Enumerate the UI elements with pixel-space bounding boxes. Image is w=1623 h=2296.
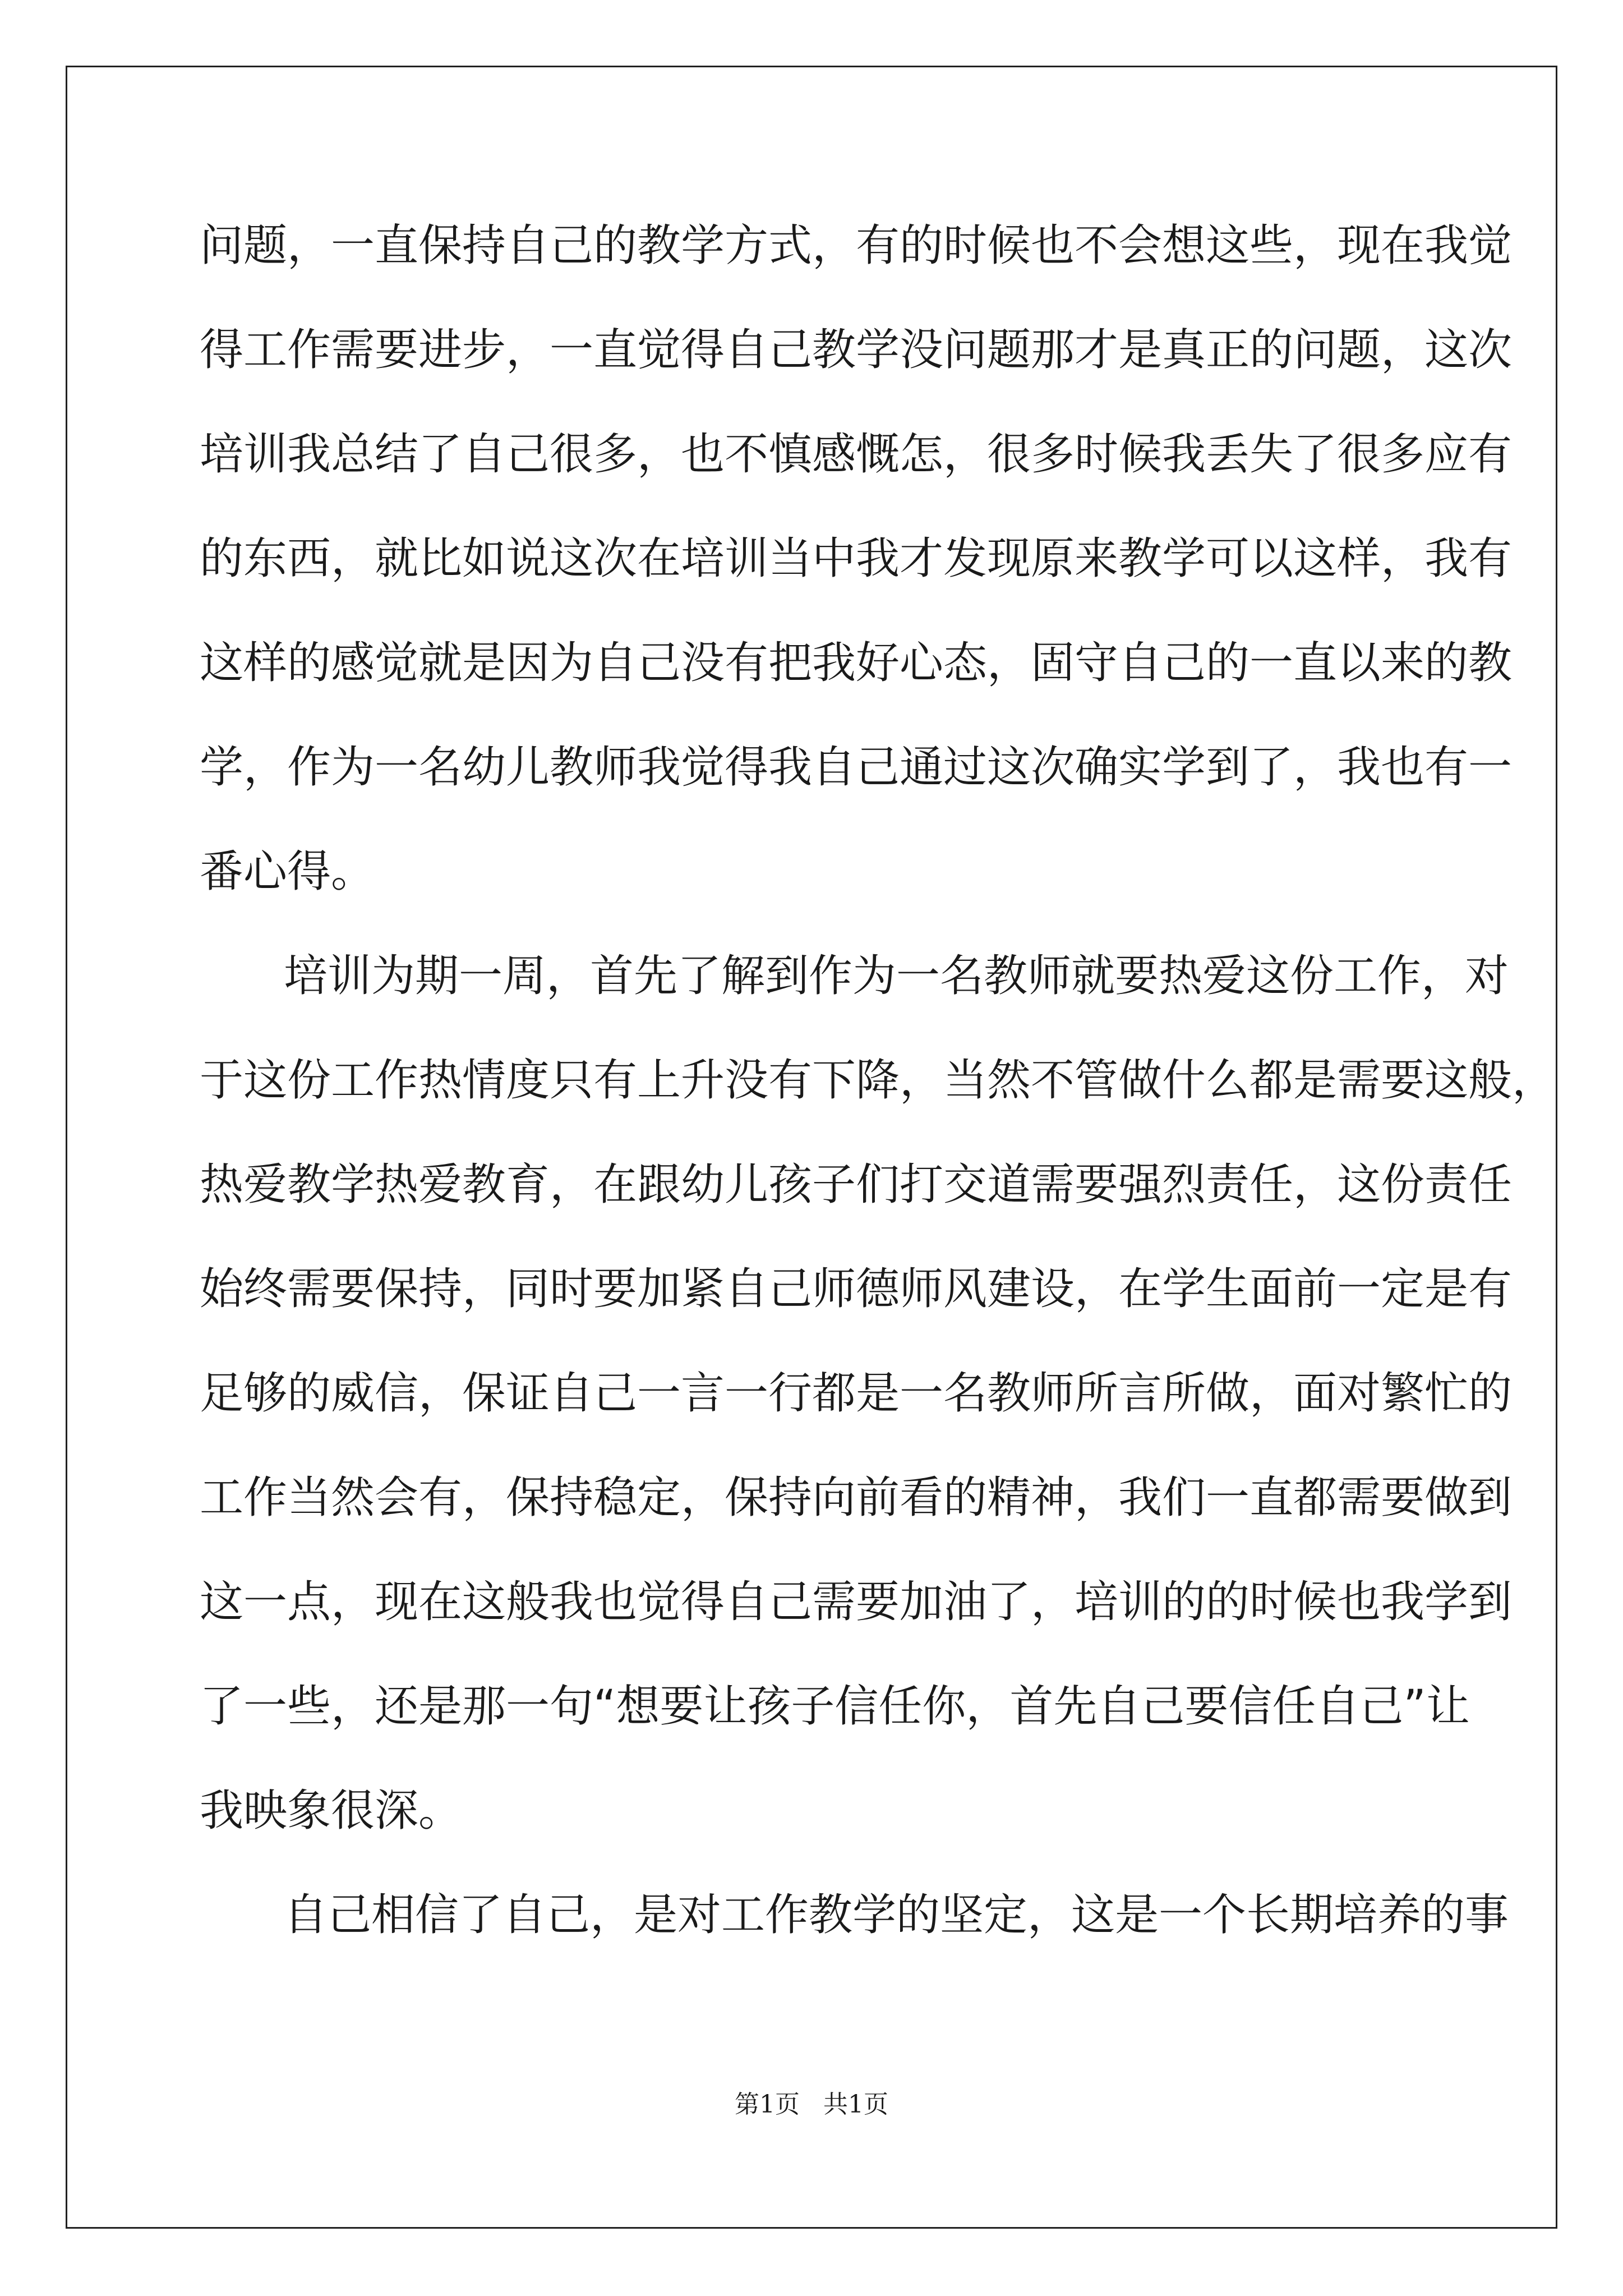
paragraph-2-line-4: 始终需要保持，同时要加紧自己师德师风建设，在学生面前一定是有 (200, 1264, 1513, 1314)
paragraph-2-line-2: 于这份工作热情度只有上升没有下降，当然不管做什么都是需要这般， (200, 1055, 1556, 1106)
paragraph-2-line-7: 这一点，现在这般我也觉得自己需要加油了，培训的的时候也我学到 (200, 1577, 1513, 1627)
page-footer (0, 2088, 1623, 2122)
page-number: 第1页 (735, 2090, 800, 2119)
paragraph-2-line-1: 培训为期一周，首先了解到作为一名教师就要热爱这份工作，对 (284, 951, 1509, 1001)
paragraph-1-line-6: 学，作为一名幼儿教师我觉得我自己通过这次确实学到了，我也有一 (200, 742, 1513, 793)
page-total: 共1页 (823, 2090, 888, 2119)
paragraph-1-line-2: 得工作需要进步，一直觉得自己教学没问题那才是真正的问题，这次 (200, 325, 1513, 375)
paragraph-2-line-3: 热爱教学热爱教育，在跟幼儿孩子们打交道需要强烈责任，这份责任 (200, 1159, 1513, 1210)
paragraph-1-line-7: 番心得。 (200, 846, 375, 897)
paragraph-2-line-8: 了一些，还是那一句“想要让孩子信任你，首先自己要信任自己”让 (200, 1681, 1470, 1732)
paragraph-1-line-5: 这样的感觉就是因为自己没有把我好心态，固守自己的一直以来的教 (200, 638, 1513, 688)
paragraph-3-line-1: 自己相信了自己，是对工作教学的坚定，这是一个长期培养的事 (284, 1890, 1509, 1940)
footer-spacer (800, 2090, 823, 2119)
paragraph-2-line-6: 工作当然会有，保持稳定，保持向前看的精神，我们一直都需要做到 (200, 1473, 1513, 1523)
paragraph-2-line-9: 我映象很深。 (200, 1786, 463, 1836)
paragraph-1-line-3: 培训我总结了自己很多，也不慎感慨怎，很多时候我丢失了很多应有 (200, 429, 1513, 480)
paragraph-2-line-5: 足够的威信，保证自己一言一行都是一名教师所言所做，面对繁忙的 (200, 1368, 1513, 1419)
paragraph-1-line-1: 问题，一直保持自己的教学方式，有的时候也不会想这些，现在我觉 (200, 220, 1513, 271)
paragraph-1-line-4: 的东西，就比如说这次在培训当中我才发现原来教学可以这样，我有 (200, 533, 1513, 584)
